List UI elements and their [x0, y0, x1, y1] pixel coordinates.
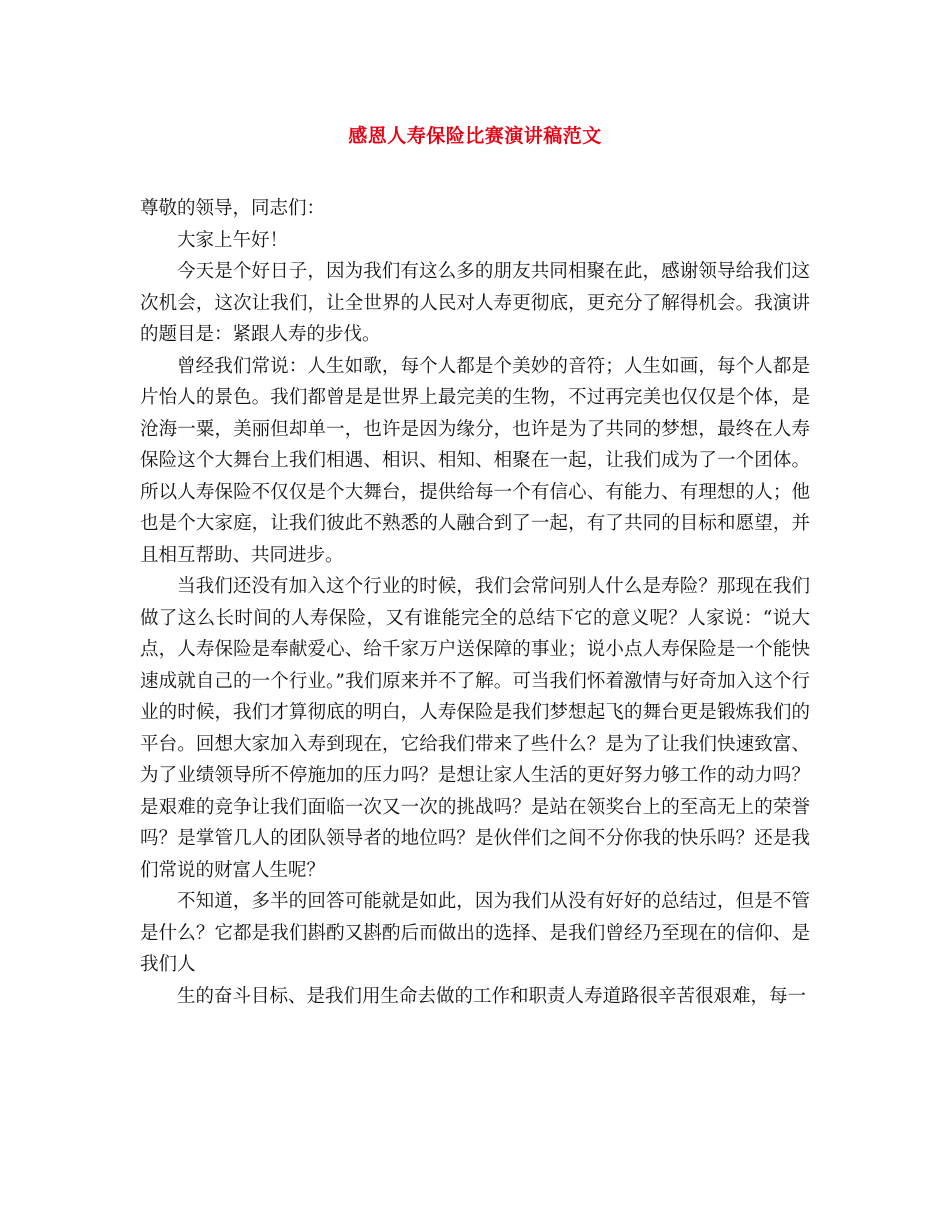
paragraph-intro: 今天是个好日子，因为我们有这么多的朋友共同相聚在此，感谢领导给我们这次机会，这次让我们，让全世界的人民对人寿更彻底，更充分了解得机会。我演讲的题目是：紧跟人寿的步伐。 [140, 261, 810, 345]
document-title: 感恩人寿保险比赛演讲稿范文 [348, 125, 602, 147]
document-body [140, 193, 810, 1012]
paragraph-dont-know: 不知道，多半的回答可能就是如此，因为我们从没有好好的总结过，但是不管是什么？它都是我们斟酌又斟酌后而做出的选择、是我们曾经乃至现在的信仰、是我们人 [140, 891, 810, 975]
paragraph-continued: 生的奋斗目标、是我们用生命去做的工作和职责人寿道路很辛苦很艰难，每一 [177, 985, 807, 1007]
paragraph-life-song: 曾经我们常说：人生如歌，每个人都是个美妙的音符；人生如画，每个人都是片怡人的景色。我们都曾是是世界上最完美的生物，不过再完美也仅仅是个体，是沧海一粟，美丽但却单一，也许是因为缘分，也许是为了共同的梦想，最终在人寿保险这个大舞台上我们相遇、相识、相知、相聚在一起，让我们成为了一个团体。所以人寿保险不仅仅是个大舞台，提供给每一个有信心、有能力、有理想的人；他也是个大家庭，让我们彼此不熟悉的人融合到了一起，有了共同的目标和愿望，并且相互帮助、共同进步。 [140, 355, 810, 566]
paragraph-what-is-insurance: 当我们还没有加入这个行业的时候，我们会常问别人什么是寿险？那现在我们做了这么长时间的人寿保险，又有谁能完全的总结下它的意义呢？人家说：“说大点，人寿保险是奉献爱心、给千家万户送保障的事业；说小点人寿保险是一个能快速成就自己的一个行业。”我们原来并不了解。可当我们怀着激情与好奇加入这个行业的时候，我们才算彻底的明白，人寿保险是我们梦想起飞的舞台更是锻炼我们的平台。回想大家加入寿到现在，它给我们带来了些什么？是为了让我们快速致富、为了业绩领导所不停施加的压力吗？是想让家人生活的更好努力够工作的动力吗？是艰难的竞争让我们面临一次又一次的挑战吗？是站在领奖台上的至高无上的荣誉吗？是掌管几人的团队领导者的地位吗？是伙伴们之间不分你我的快乐吗？还是我们常说的财富人生呢？ [140, 576, 810, 881]
salutation: 尊敬的领导，同志们： [140, 198, 326, 219]
paragraph-greeting: 大家上午好！ [177, 229, 289, 251]
